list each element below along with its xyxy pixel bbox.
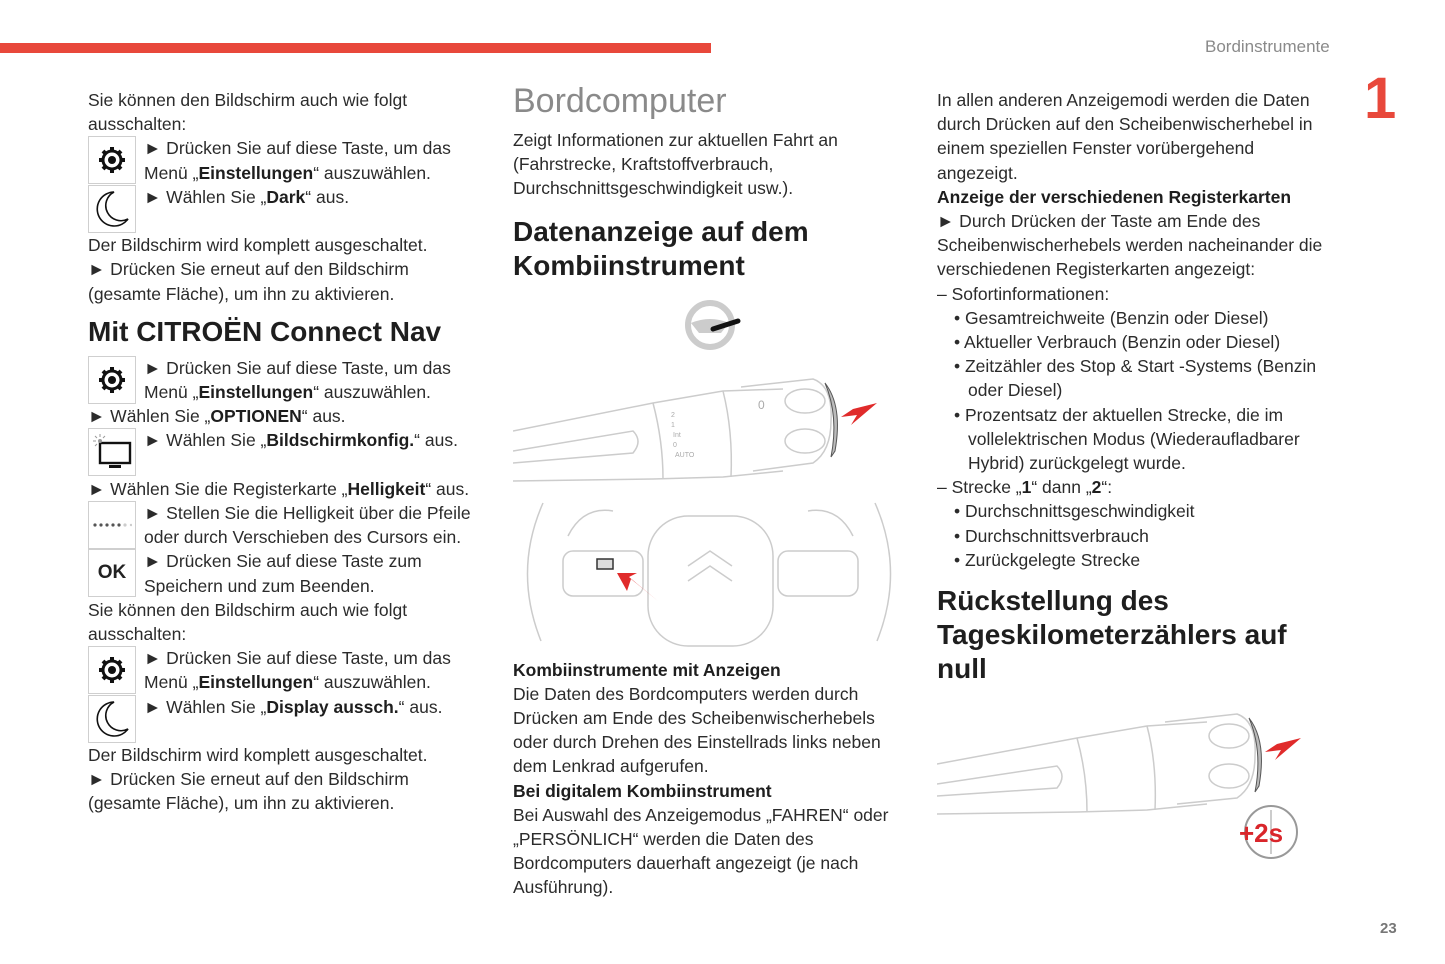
paragraph: Die Daten des Bordcomputers werden durch Drücken am Ende des Scheibenwischerhebels oder durch Drehen des Einstellrads links neben dem Lenkrad aufgerufen. [513,683,881,777]
red-arrow-icon [1265,738,1301,760]
chapter-number: 1 [1364,66,1397,131]
brightness-slider-icon [88,501,136,549]
svg-text:0: 0 [673,441,677,449]
step: ► Wählen Sie „OPTIONEN“ aus. [88,406,346,427]
heading: Rückstellung des Tageskilometerzählers auf null [937,585,1287,685]
page-number: 23 [1380,920,1397,937]
right-column [937,88,1332,874]
list-item: • Gesamtreichweite (Benzin oder Diesel) [954,307,1269,328]
hold-two-seconds-icon [1239,806,1297,858]
gear-icon [88,646,136,694]
step: ► Wählen Sie die Registerkarte „Helligkeit“ aus. [88,478,470,499]
list-item: • Durchschnittsgeschwindigkeit [954,501,1195,522]
stalk [513,379,831,481]
paragraph: Bei Auswahl des Anzeigemodus „FAHREN“ oder „PERSÖNLICH“ werden die Daten des Bordcomputers dauerhaft angezeigt (je nach Ausführung). [513,804,889,898]
ok-button-icon: OK [88,549,136,597]
list-item: • Zurückgelegte Strecke [954,549,1141,570]
subheading: Bei digitalem Kombiinstrument [513,780,772,801]
svg-text:0: 0 [758,397,765,412]
svg-text:2: 2 [671,411,675,419]
heading: Mit CITROËN Connect Nav [88,315,442,347]
svg-text:1: 1 [671,421,675,429]
paragraph: In allen anderen Anzeigemodi werden die Daten durch Drücken auf den Scheibenwischerhebel in einem speziellen Fenster vorübergehend angezeigt. [937,90,1313,183]
step: ► Wählen Sie „Bildschirmkonfig.“ aus. [144,430,458,451]
paragraph: Der Bildschirm wird komplett ausgeschaltet. [88,745,428,766]
steering-wheel-controls [527,503,890,646]
moon-icon [88,185,136,233]
left-column [88,88,480,816]
step: ► Drücken Sie auf diese Taste zum Speichern und zum Beenden. [144,551,422,596]
display-brightness-icon [88,428,136,476]
subheading: Anzeige der verschiedenen Registerkarten [937,186,1292,207]
gear-icon [88,356,136,404]
list-item: • Durchschnittsverbrauch [954,525,1149,546]
steering-wheel-icon [688,303,738,347]
red-arrow-icon [841,403,877,425]
red-arrow-icon [617,573,658,601]
paragraph: Zeigt Informationen zur aktuellen Fahrt an (Fahrstrecke, Kraftstoffverbrauch, Durchschnittsgeschwindigkeit usw.). [513,130,838,199]
step: ► Stellen Sie die Helligkeit über die Pfeile oder durch Verschieben des Cursors ein. [144,503,471,548]
list-item: – Strecke „1“ dann „2“: [937,477,1113,498]
svg-text:Int: Int [673,431,681,439]
section-title: Bordinstrumente [1205,37,1330,56]
step: ► Drücken Sie auf diese Taste, um das Menü „Einstellungen“ auszuwählen. [144,648,451,693]
paragraph: ► Drücken Sie erneut auf den Bildschirm (gesamte Fläche), um ihn zu aktivieren. [88,769,409,814]
paragraph: Sie können den Bildschirm auch wie folgt ausschalten: [88,599,408,645]
subheading: Kombiinstrumente mit Anzeigen [513,659,781,680]
list-item: – Sofortinformationen: [937,283,1110,304]
svg-text:AUTO: AUTO [675,451,695,459]
moon-icon [88,695,136,743]
paragraph: ► Durch Drücken der Taste am Ende des Scheibenwischerhebels werden nacheinander die verschiedenen Registerkarten angezeigt: [937,211,1323,280]
step: ► Wählen Sie „Display aussch.“ aus. [144,696,443,717]
step: ► Drücken Sie auf diese Taste, um das Menü „Einstellungen“ auszuwählen. [144,138,451,183]
paragraph: Sie können den Bildschirm auch wie folgt ausschalten: [88,90,408,135]
list-item: • Aktueller Verbrauch (Benzin oder Diesel) [954,332,1281,353]
page-title: Bordcomputer [513,82,727,120]
step: ► Drücken Sie auf diese Taste, um das Menü „Einstellungen“ auszuwählen. [144,357,451,403]
middle-column [513,128,893,900]
gear-icon [88,136,136,184]
wiper-stalk-reset-illustration [937,704,1317,874]
header-accent-bar [0,43,711,53]
paragraph: ► Drücken Sie erneut auf den Bildschirm (gesamte Fläche), um ihn zu aktivieren. [88,259,409,304]
heading: Datenanzeige auf dem Kombiinstrument [513,215,809,281]
list-item: • Zeitzähler des Stop & Start -Systems (Benzin oder Diesel) [954,356,1317,401]
paragraph: Der Bildschirm wird komplett ausgeschaltet. [88,235,428,256]
step: ► Wählen Sie „Dark“ aus. [144,186,350,207]
list-item: • Prozentsatz der aktuellen Strecke, die im vollelektrischen Modus (Wiederaufladbarer Hybrid) zurückgelegt wurde. [954,404,1300,474]
wiper-stalk-illustration [513,291,908,651]
svg-text:+2s: +2s [1239,818,1284,849]
